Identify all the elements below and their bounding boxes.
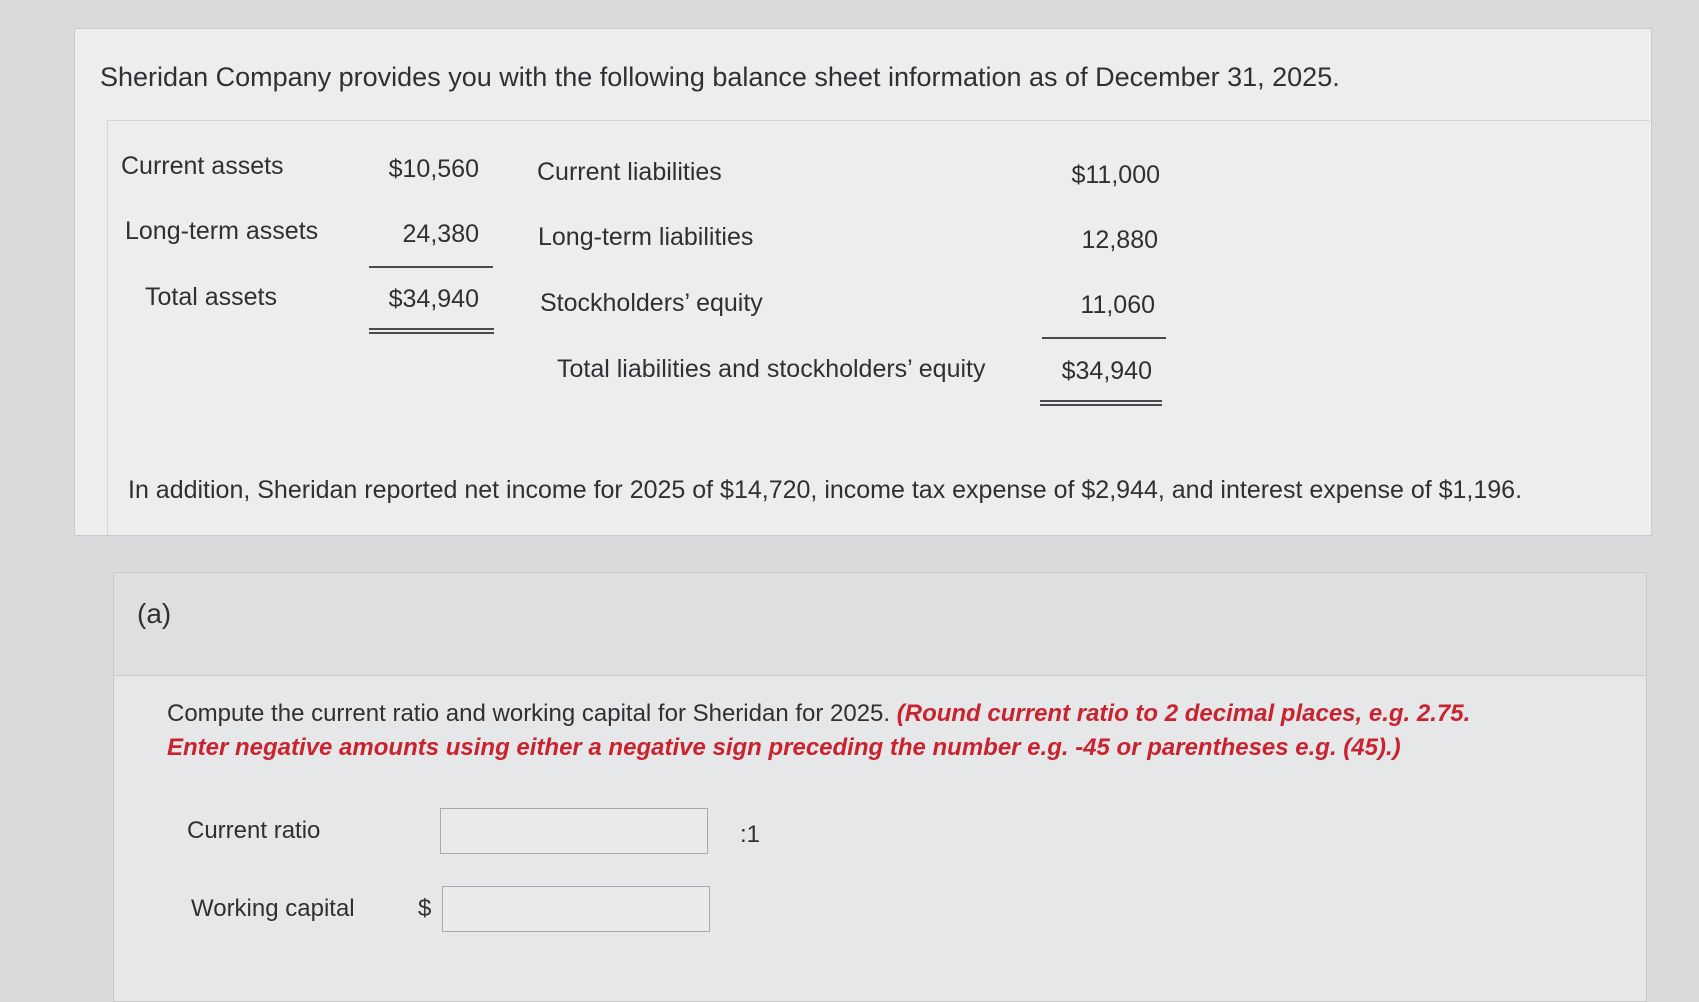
long-term-liabilities-value: 12,880 <box>1081 226 1158 254</box>
problem-intro: Sheridan Company provides you with the following balance sheet information as of December 31, 2025. <box>100 62 1340 92</box>
part-label: (a) <box>137 598 172 629</box>
total-liabilities-equity-label: Total liabilities and stockholders’ equity <box>557 355 986 383</box>
assets-subtotal-rule <box>369 266 493 268</box>
additional-info: In addition, Sheridan reported net income for 2025 of $14,720, income tax expense of $2,944, and interest expense of $1,196. <box>128 476 1523 504</box>
instruction-note: (Round current ratio to 2 decimal places, e.g. 2.75. Enter negative amounts using either a negative sign preceding the number e.g. -45 or parentheses e.g. (45).) <box>167 700 1471 761</box>
total-liabilities-equity-value: $34,940 <box>1061 357 1152 385</box>
problem-inner-panel <box>107 120 1650 537</box>
total-assets-label: Total assets <box>145 283 278 311</box>
total-assets-value: $34,940 <box>388 285 479 313</box>
working-capital-dollar-sign: $ <box>418 895 432 922</box>
current-liabilities-label: Current liabilities <box>537 158 722 186</box>
current-ratio-label: Current ratio <box>187 817 321 844</box>
current-assets-label: Current assets <box>121 152 284 180</box>
stockholders-equity-label: Stockholders’ equity <box>540 289 763 317</box>
liabilities-subtotal-rule <box>1042 337 1166 339</box>
part-instruction <box>167 697 1527 765</box>
current-ratio-suffix: :1 <box>740 821 761 848</box>
current-liabilities-value: $11,000 <box>1071 161 1160 189</box>
current-ratio-input[interactable] <box>440 808 708 854</box>
long-term-liabilities-label: Long-term liabilities <box>538 223 754 251</box>
working-capital-input[interactable] <box>442 886 710 932</box>
long-term-assets-label: Long-term assets <box>125 217 319 245</box>
current-assets-value: $10,560 <box>388 155 479 183</box>
total-assets-double-rule <box>369 328 494 334</box>
stockholders-equity-value: 11,060 <box>1080 291 1155 319</box>
part-a-header <box>114 573 1646 676</box>
working-capital-label: Working capital <box>191 895 355 922</box>
long-term-assets-value: 24,380 <box>402 220 479 248</box>
instruction-text: Compute the current ratio and working capital for Sheridan for 2025. <box>167 700 891 727</box>
total-liabilities-double-rule <box>1040 400 1162 406</box>
